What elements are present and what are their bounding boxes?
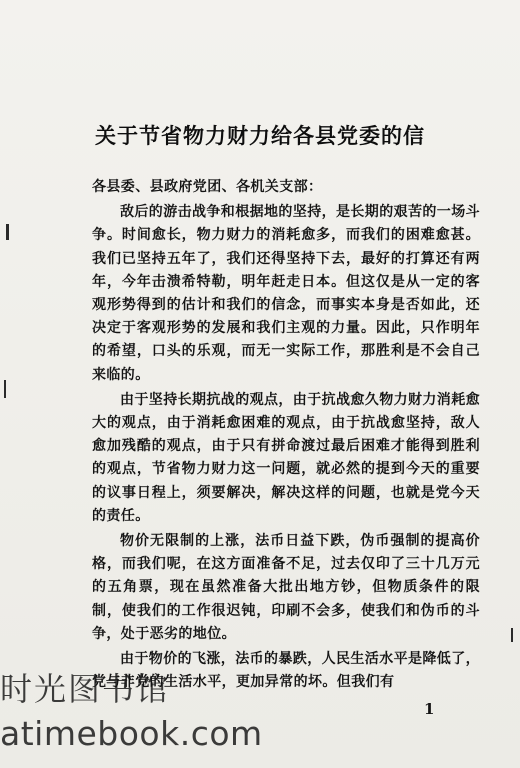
document-body <box>92 176 480 696</box>
watermark-url: atimebook.com <box>0 714 263 753</box>
document-title: 关于节省物力财力给各县党委的信 <box>95 124 425 148</box>
margin-mark <box>4 380 6 398</box>
margin-mark <box>511 628 513 642</box>
paragraph: 由于物价的飞涨，法币的暴跌，人民生活水平是降低了，党与非党的生活水平，更加异常的坏。但我们有 <box>92 651 480 691</box>
watermark-chinese: 时光图书馆 <box>0 670 171 708</box>
margin-mark <box>6 224 9 240</box>
page-number: 1 <box>424 700 435 718</box>
paragraph: 由于坚持长期抗战的观点，由于抗战愈久物力财力消耗愈大的观点，由于消耗愈困难的观点，由于抗战愈坚持，敌人愈加残酷的观点，由于只有拼命渡过最后困难才能得到胜利的观点，节省物力财力这一问题，就必然的提到今天的重要的议事日程上，须要解决，解决这样的问题，也就是党今天的责任。 <box>92 391 480 524</box>
paragraph: 物价无限制的上涨，法币日益下跌，伪币强制的提高价格，而我们呢，在这方面准备不足，过去仅印了三十几万元的五角票，现在虽然准备大批出地方钞，但物质条件的限制，使我们的工作很迟钝，印刷不会多，使我们和伪币的斗争，处于恶劣的地位。 <box>92 533 480 642</box>
salutation: 各县委、县政府党团、各机关支部： <box>92 179 323 195</box>
paragraph: 敌后的游击战争和根据地的坚持，是长期的艰苦的一场斗争。时间愈长，物力财力的消耗愈多，而我们的困难愈甚。我们已坚持五年了，我们还得坚持下去，最好的打算还有两年，今年击溃希特勒，明年赶走日本。但这仅是从一定的客观形势得到的估计和我们的信念，而事实本身是否如此，还决定于客观形势的发展和我们主观的力量。因此，只作明年的希望，口头的乐观，而无一实际工作，那胜利是不会自己来临的。 <box>92 204 480 383</box>
